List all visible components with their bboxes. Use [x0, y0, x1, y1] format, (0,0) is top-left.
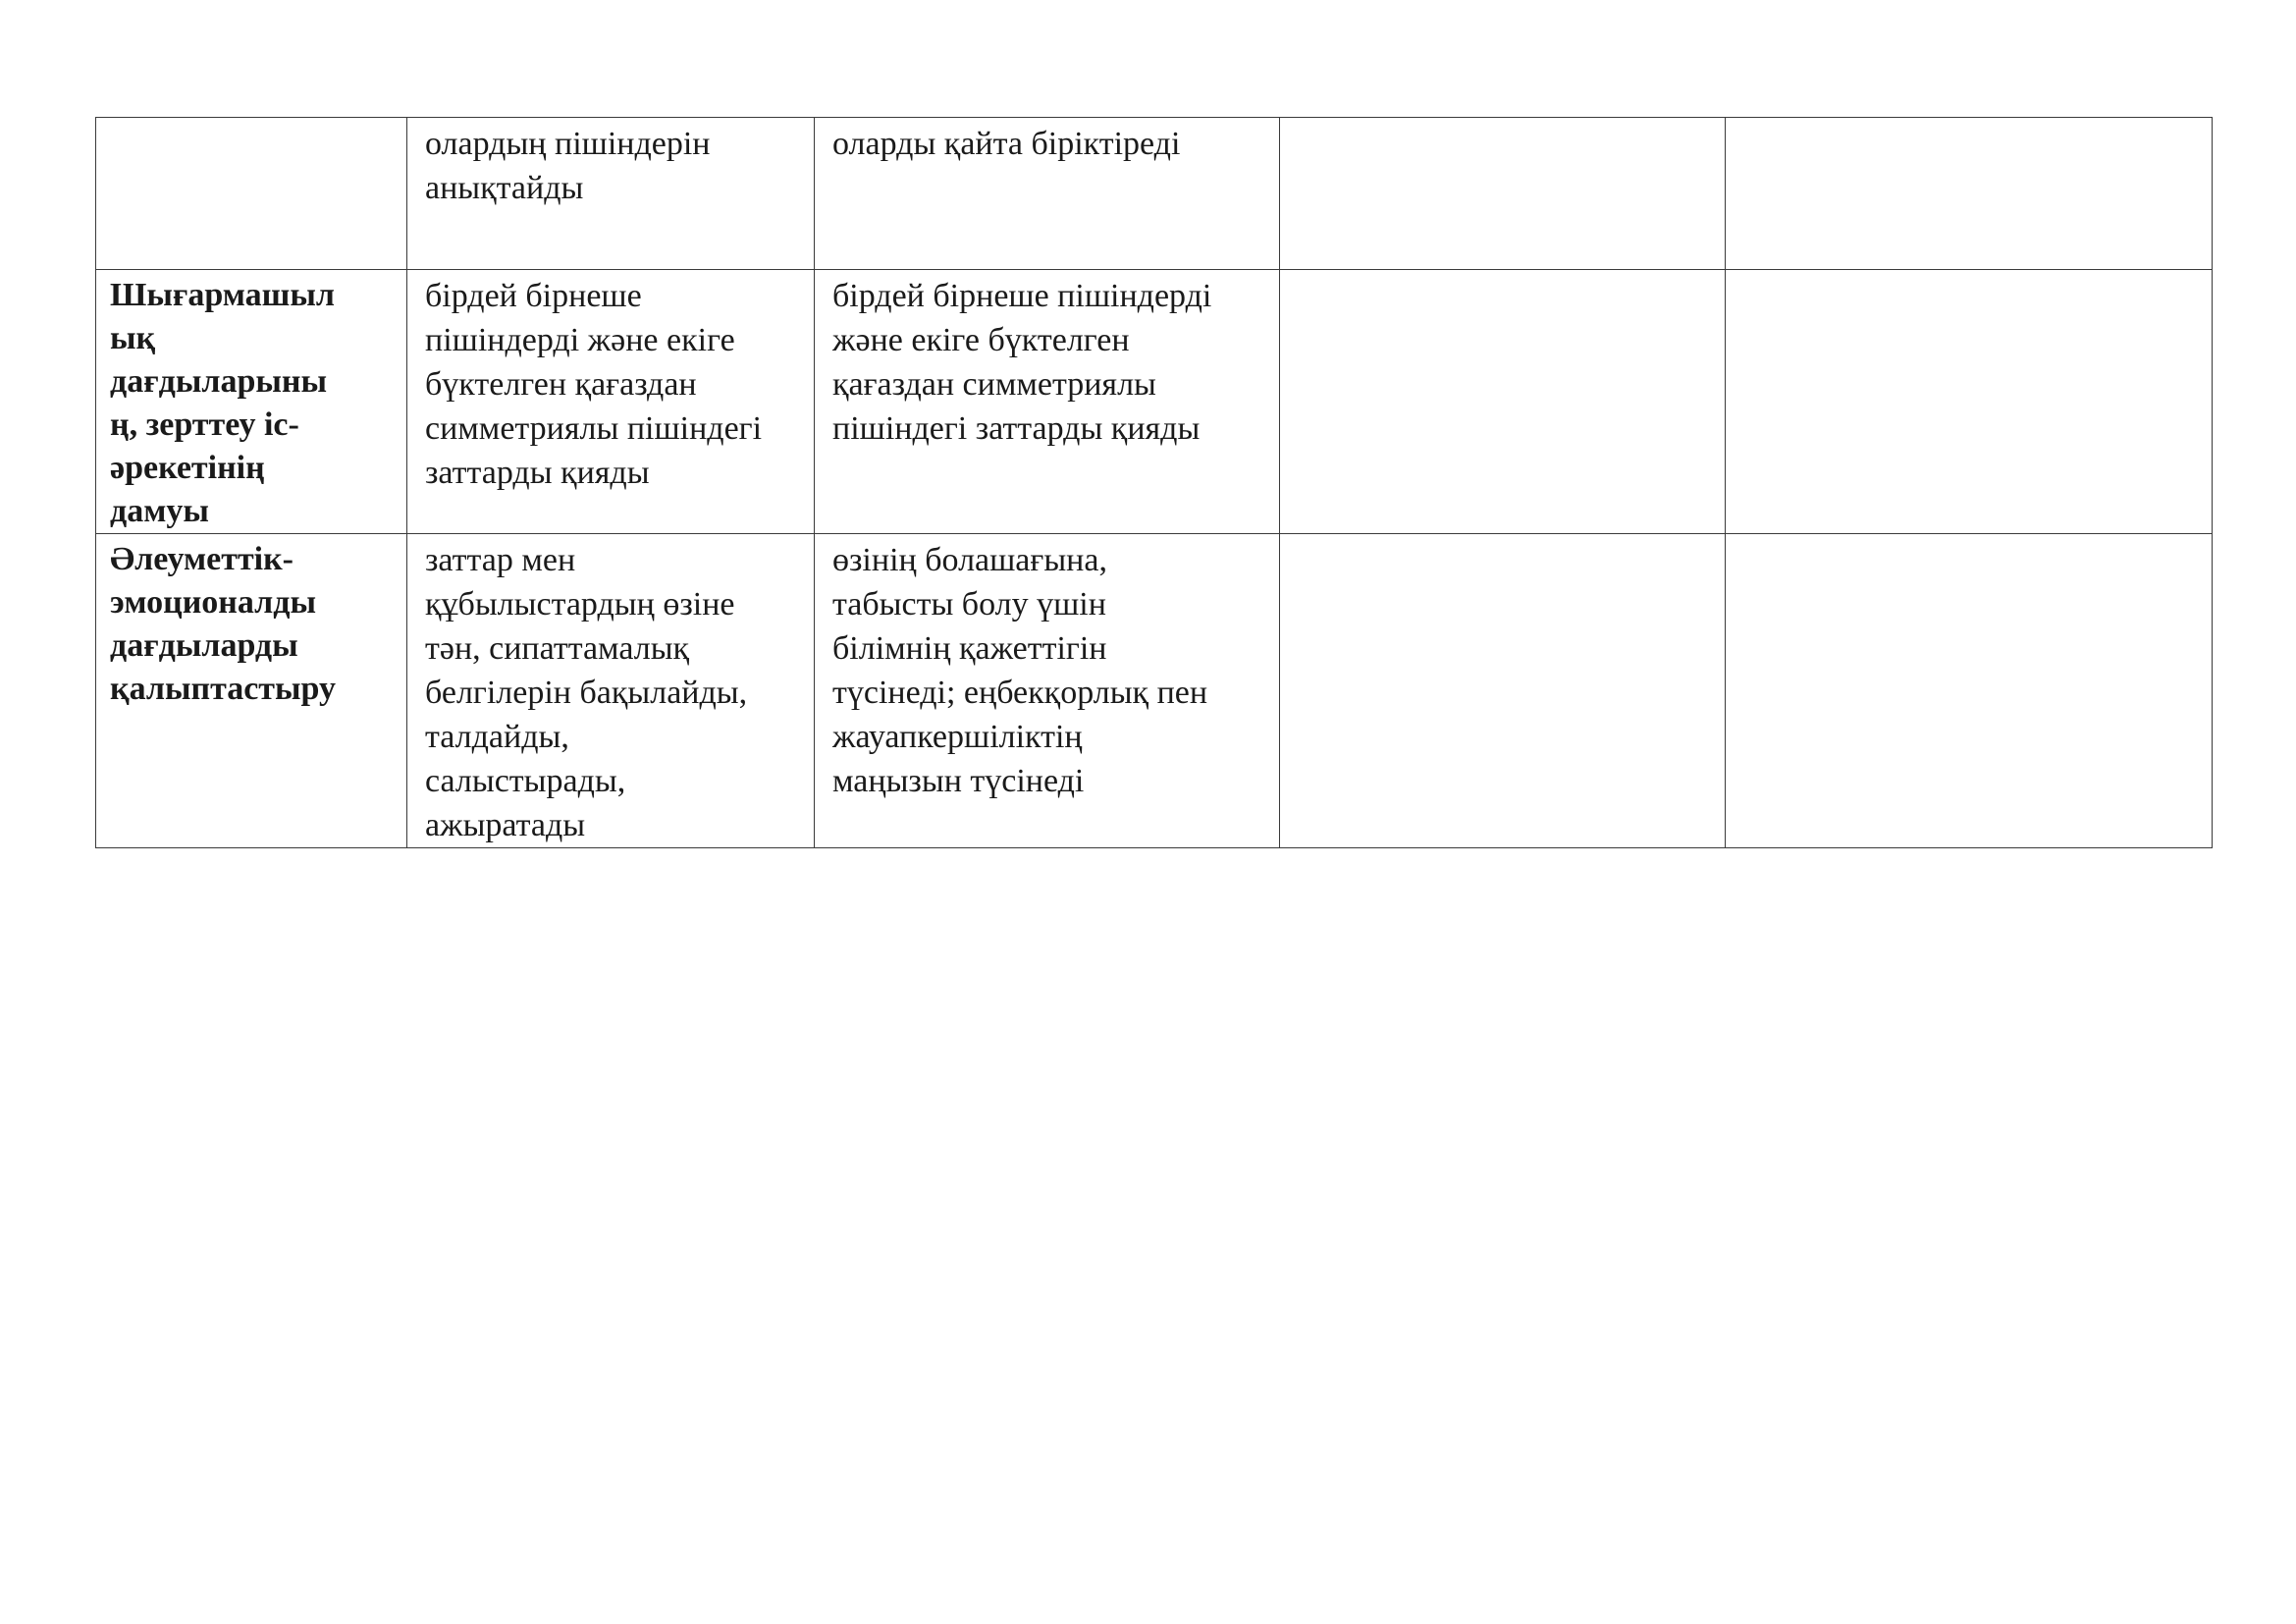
cell-text: олардың пішіндерін анықтайды	[425, 126, 711, 206]
cell-text: өзінің болашағына, табысты болу үшін білімнің қажеттігін түсінеді; еңбекқорлық пен жауапкершіліктің маңызын түсінеді	[832, 542, 1208, 799]
cell-text: бірдей бірнеше пішіндерді және екіге бүктелген қағаздан симметриялы пішіндегі заттарды қияды	[832, 278, 1212, 447]
table-cell	[1726, 270, 2213, 534]
table-row	[96, 270, 2213, 534]
table-cell	[1280, 270, 1726, 534]
table-cell	[407, 270, 815, 534]
row-label: Шығармашыл ық дағдыларыны ң, зерттеу іс- әрекетінің дамуы	[110, 277, 335, 529]
table-cell	[1280, 534, 1726, 848]
table-cell	[1280, 118, 1726, 270]
table-cell	[1726, 534, 2213, 848]
table-cell	[407, 118, 815, 270]
cell-text: оларды қайта біріктіреді	[832, 126, 1181, 162]
table-cell	[815, 534, 1280, 848]
row-label-cell	[96, 534, 407, 848]
table-cell	[815, 270, 1280, 534]
table-row	[96, 534, 2213, 848]
cell-text: заттар мен құбылыстардың өзіне тән, сипаттамалық белгілерін бақылайды, талдайды, салыстырады, ажыратады	[425, 542, 748, 843]
table-cell	[1726, 118, 2213, 270]
assessment-table	[95, 117, 2213, 848]
table-cell	[407, 534, 815, 848]
row-label-cell	[96, 118, 407, 270]
table-cell	[815, 118, 1280, 270]
table-row	[96, 118, 2213, 270]
cell-text: бірдей бірнеше пішіндерді және екіге бүктелген қағаздан симметриялы пішіндегі заттарды қияды	[425, 278, 763, 491]
row-label-cell	[96, 270, 407, 534]
row-label: Әлеуметтік- эмоционалды дағдыларды қалыптастыру	[110, 541, 337, 707]
